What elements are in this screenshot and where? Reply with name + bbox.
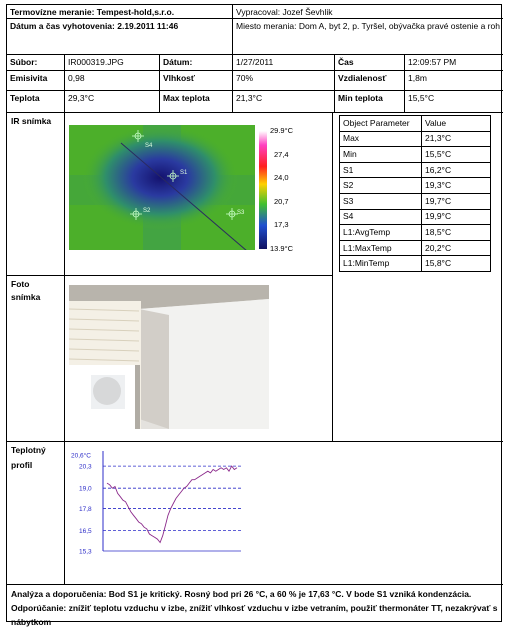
object-value-cell: 20,2°C [422, 240, 491, 256]
distance-value: 1,8m [405, 71, 503, 91]
temperature-value: 29,3°C [65, 91, 160, 113]
creation-date-cell: Dátum a čas vyhotovenia: 2.19.2011 11:46 [7, 19, 233, 55]
emissivity-value: 0,98 [65, 71, 160, 91]
ir-scale-min: 13.9°C [270, 244, 294, 253]
object-table-row [340, 209, 491, 225]
emissivity-label: Emisivita [7, 71, 65, 91]
room-photo [69, 285, 269, 429]
temperature-profile-chart [65, 447, 245, 559]
time-label: Čas [335, 55, 405, 71]
photo-section-label-2: snímka [11, 292, 41, 302]
object-table-row [340, 131, 491, 147]
object-param-cell: S3 [340, 193, 422, 209]
object-param-cell: S2 [340, 178, 422, 194]
min-temp-value: 15,5°C [405, 91, 503, 113]
object-param-cell: L1:AvgTemp [340, 225, 422, 241]
temperature-label: Teplota [7, 91, 65, 113]
object-param-cell: Object Parameter [340, 116, 422, 132]
object-parameter-table [339, 115, 491, 272]
object-value-cell: 19,9°C [422, 209, 491, 225]
object-value-cell: 16,2°C [422, 162, 491, 178]
distance-label: Vzdialenosť [335, 71, 405, 91]
object-table-header [340, 116, 491, 132]
ir-marker-s1: S1 [180, 170, 188, 176]
date-label: Dátum: [160, 55, 233, 71]
ir-thermal-image [69, 125, 269, 250]
file-value: IR000319.JPG [65, 55, 160, 71]
center-divider [332, 113, 333, 441]
max-temp-value: 21,3°C [233, 91, 335, 113]
object-param-cell: S1 [340, 162, 422, 178]
object-value-cell: 19,3°C [422, 178, 491, 194]
chart-y-tick-label: 19,0 [79, 485, 92, 493]
report-page [6, 4, 502, 627]
ir-section-label: IR snímka [11, 116, 52, 126]
object-value-cell: 21,3°C [422, 131, 491, 147]
object-table-row [340, 178, 491, 194]
location-cell: Miesto merania: Dom A, byt 2, p. Tyršel, obývačka pravé ostenie a roh [233, 19, 503, 55]
ir-scale-max: 29.9°C [270, 126, 294, 135]
author-cell: Vypracoval: Jozef Ševhlik [233, 5, 503, 19]
object-param-cell: Max [340, 131, 422, 147]
date-value: 1/27/2011 [233, 55, 335, 71]
max-temp-label: Max teplota [160, 91, 233, 113]
chart-y-tick-label: 17,8 [79, 506, 92, 514]
object-value-cell: 15,8°C [422, 256, 491, 272]
chart-y-tick-label: 15,3 [79, 548, 92, 556]
chart-y-tick-label: 16,5 [79, 528, 92, 536]
object-param-cell: Min [340, 147, 422, 163]
company-cell: Termovízne meranie: Tempest-hold,s.r.o. [7, 5, 233, 19]
chart-y-tick-label: 20,3 [79, 463, 92, 471]
object-value-cell: 19,7°C [422, 193, 491, 209]
object-table-row [340, 256, 491, 272]
object-table-row [340, 193, 491, 209]
humidity-value: 70% [233, 71, 335, 91]
chart-series-line [107, 466, 237, 542]
profile-section-label-1: Teplotný [11, 445, 46, 455]
ir-scale-tick-4: 17,3 [274, 220, 289, 229]
object-table-row [340, 147, 491, 163]
photo-section-label-1: Foto [11, 279, 30, 289]
object-value-cell: 18,5°C [422, 225, 491, 241]
humidity-label: Vlhkosť [160, 71, 233, 91]
object-param-cell: S4 [340, 209, 422, 225]
analysis-text: Analýza a doporučenia: Bod S1 je kritický. Rosný bod pri 26 °C, a 60 % je 17,63 °C. V bode S1 vzniká kondenzácia. Odporúčanie: znížiť teplotu vzduchu v izbe, znížiť vlhkosť vzduchu v izbe vetraním, použiť thermonáter TT, nezakrývať s nábytkom [11, 589, 498, 627]
ir-marker-s4: S4 [145, 143, 153, 149]
photo-section-bottom [7, 441, 503, 442]
object-value-cell: Value [422, 116, 491, 132]
object-table-row [340, 240, 491, 256]
min-temp-label: Min teplota [335, 91, 405, 113]
ir-marker-s3: S3 [237, 210, 245, 216]
ir-scale-tick-3: 20,7 [274, 197, 289, 206]
file-label: Súbor: [7, 55, 65, 71]
time-value: 12:09:57 PM [405, 55, 503, 71]
ir-scale-tick-1: 27,4 [274, 150, 289, 159]
profile-section-bottom [7, 584, 503, 585]
ir-color-scale [259, 131, 271, 249]
ir-marker-s2: S2 [143, 208, 151, 214]
ir-section-bottom [7, 275, 333, 276]
chart-y-tick-label: 20,6°C [71, 452, 91, 460]
object-table-row [340, 225, 491, 241]
object-value-cell: 15,5°C [422, 147, 491, 163]
object-table-row [340, 162, 491, 178]
object-param-cell: L1:MaxTemp [340, 240, 422, 256]
ir-scale-tick-2: 24,0 [274, 173, 289, 182]
profile-section-label-2: profil [11, 460, 33, 470]
object-param-cell: L1:MinTemp [340, 256, 422, 272]
